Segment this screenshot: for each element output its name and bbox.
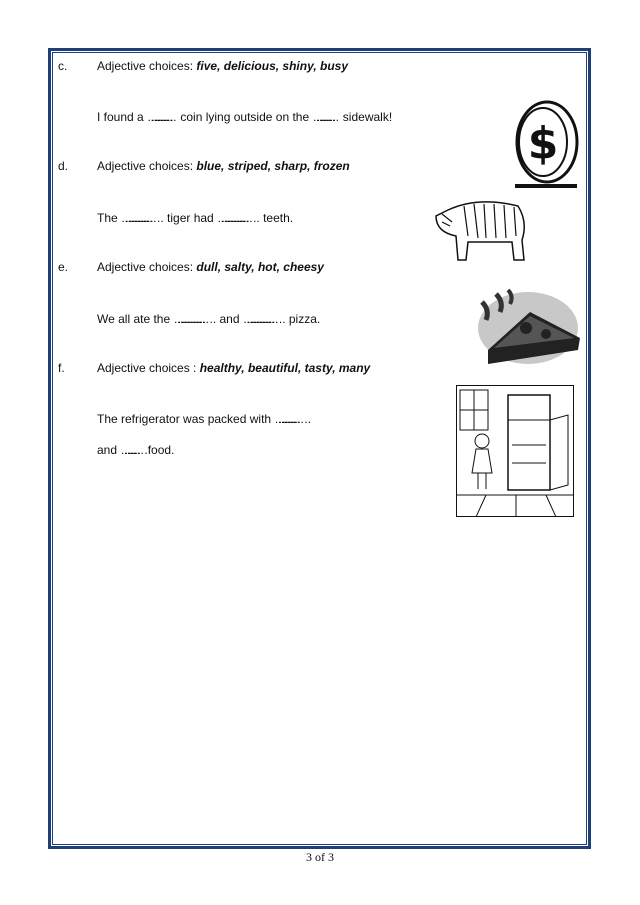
- question-c-letter: c.: [58, 59, 68, 73]
- blank-fill-line: ………………………: [173, 312, 201, 326]
- page-number: 3 of 3: [306, 850, 334, 864]
- prompt-label: Adjective choices:: [97, 59, 197, 73]
- prompt-label: Adjective choices:: [97, 260, 197, 274]
- girl-at-refrigerator-icon: [456, 385, 574, 517]
- question-f-sentence-2: and …………… .food.: [97, 443, 175, 457]
- adjective-choices: healthy, beautiful, tasty, many: [199, 361, 371, 375]
- prompt-label: Adjective choices :: [97, 361, 200, 375]
- question-c-sentence: I found a ………………… coin lying outside on the ……………… sidewalk!: [97, 110, 393, 124]
- question-f-sentence-1: The refrigerator was packed with ………………… ..: [97, 412, 312, 426]
- blank-fill-line: ………………: [312, 110, 331, 124]
- blank-fill-line: ……………: [120, 443, 136, 457]
- question-f-letter: f.: [58, 361, 65, 375]
- question-f-prompt: [97, 361, 370, 375]
- adjective-choices: five, delicious, shiny, busy: [196, 59, 348, 73]
- blank-fill-line: ………………………: [217, 211, 245, 225]
- blank-fill-line: ………………………: [121, 211, 149, 225]
- question-e-sentence: We all ate the ……………………… .. and ……………………… .. pizza.: [97, 312, 321, 326]
- coin-dollar-icon: [505, 98, 585, 194]
- svg-text:$: $: [527, 118, 559, 169]
- question-e-letter: e.: [58, 260, 69, 274]
- question-d-letter: d.: [58, 159, 69, 173]
- pizza-slice-icon: [460, 288, 584, 368]
- question-e-prompt: [97, 260, 324, 274]
- blank-fill-line: …………………: [147, 110, 169, 124]
- adjective-choices: blue, striped, sharp, frozen: [196, 159, 350, 173]
- blank-fill-line: …………………: [274, 412, 296, 426]
- question-c-prompt: [97, 59, 348, 73]
- adjective-choices: dull, salty, hot, cheesy: [196, 260, 324, 274]
- prompt-label: Adjective choices:: [97, 159, 197, 173]
- blank-fill-line: ………………………: [242, 312, 270, 326]
- question-d-sentence: The ……………………… .. tiger had ……………………… .. teeth.: [97, 211, 294, 225]
- tiger-icon: [428, 192, 532, 264]
- question-d-prompt: [97, 159, 350, 173]
